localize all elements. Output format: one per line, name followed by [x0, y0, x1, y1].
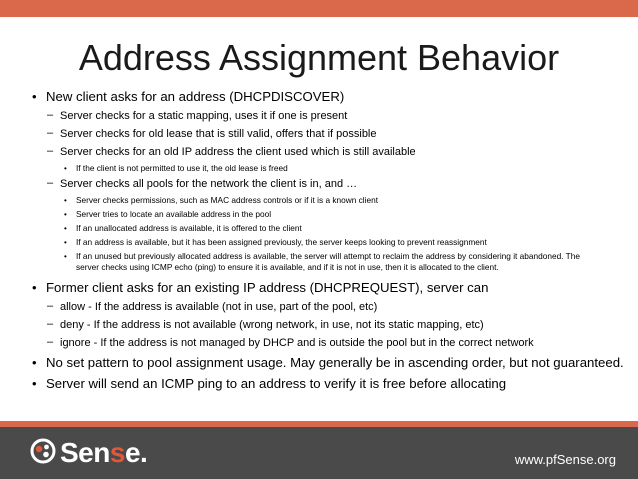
sub-sub-bullet-text: Server tries to locate an available address in the pool [76, 209, 272, 219]
sub-bullet-item [0, 318, 638, 332]
sub-sub-bullet-text: If the client is not permitted to use it, the old lease is freed [76, 163, 288, 173]
sub-bullet-item [0, 145, 638, 159]
bullet-text: No set pattern to pool assignment usage. May generally be in ascending order, but not guaranteed. [46, 355, 624, 370]
sub-bullet-item [0, 336, 638, 350]
sub-bullet-text: Server checks for a static mapping, uses it if one is present [60, 110, 348, 122]
sub-sub-bullet-text: Server checks permissions, such as MAC address controls or if it is a known client [76, 195, 379, 205]
bullet-dot-icon: • [32, 280, 37, 295]
bullet-list [0, 88, 638, 396]
sub-bullet-text: Server checks for an old IP address the client used which is still available [60, 146, 416, 158]
sub-sub-bullet-text: If an address is available, but it has been assigned previously, the server keeps looking to prevent reassignment [76, 237, 487, 247]
slide-title: Address Assignment Behavior [78, 37, 560, 78]
sub-bullet-item [0, 177, 638, 191]
sub-sub-bullet-text: If an unallocated address is available, it is offered to the client [76, 223, 302, 233]
bullet-dot-icon: • [32, 355, 37, 370]
sub-sub-bullet-item [0, 209, 638, 220]
sub-sub-bullet-item [0, 223, 638, 234]
sub-sub-bullet-text: If an unused but previously allocated address is available, the server will attempt to reclaim the address by considering it abandoned. The server checks using ICMP echo (ping) to ensure it is available, and if it is not in use, then it is allocated to the client. [76, 251, 580, 272]
sub-bullet-item [0, 109, 638, 123]
bullet-dot-icon: • [64, 224, 67, 233]
bullet-item [0, 279, 638, 296]
bullet-item [0, 88, 638, 105]
footer-url: www.pfSense.org [514, 452, 616, 467]
bullet-dot-icon: • [64, 210, 67, 219]
sub-bullet-text: deny - If the address is not available (wrong network, in use, not its static mapping, etc) [60, 319, 484, 331]
dash-icon: – [47, 109, 54, 121]
dash-icon: – [47, 318, 54, 330]
bullet-dot-icon: • [64, 238, 67, 247]
logo-wordmark: Sense. [60, 437, 148, 468]
bullet-item [0, 354, 638, 371]
dash-icon: – [47, 127, 54, 139]
sub-bullet-text: Server checks for old lease that is still valid, offers that if possible [60, 128, 377, 140]
top-accent-bar [0, 0, 638, 17]
sub-bullet-item [0, 300, 638, 314]
dash-icon: – [47, 145, 54, 157]
sub-bullet-text: ignore - If the address is not managed by DHCP and is outside the pool but in the correct network [60, 337, 534, 349]
sub-sub-bullet-item [0, 163, 638, 174]
sub-bullet-text: Server checks all pools for the network the client is in, and … [60, 178, 358, 190]
bullet-text: Server will send an ICMP ping to an address to verify it is free before allocating [46, 376, 507, 391]
sub-bullet-text: allow - If the address is available (not in use, part of the pool, etc) [60, 301, 378, 313]
bullet-dot-icon: • [32, 376, 37, 391]
bullet-dot-icon: • [64, 252, 67, 261]
bullet-dot-icon: • [64, 196, 67, 205]
sub-sub-bullet-item [0, 251, 638, 273]
bullet-dot-icon: • [64, 164, 67, 173]
bullet-text: Former client asks for an existing IP address (DHCPREQUEST), server can [46, 280, 489, 295]
footer-accent-stripe [0, 421, 638, 427]
pfsense-logo-icon [30, 438, 56, 469]
bullet-text: New client asks for an address (DHCPDISCOVER) [46, 89, 345, 104]
sub-bullet-item [0, 127, 638, 141]
dash-icon: – [47, 177, 54, 189]
pfsense-logo [30, 436, 147, 470]
dash-icon: – [47, 336, 54, 348]
dash-icon: – [47, 300, 54, 312]
sub-sub-bullet-item [0, 195, 638, 206]
bullet-dot-icon: • [32, 89, 37, 104]
sub-sub-bullet-item [0, 237, 638, 248]
bullet-item [0, 375, 638, 392]
